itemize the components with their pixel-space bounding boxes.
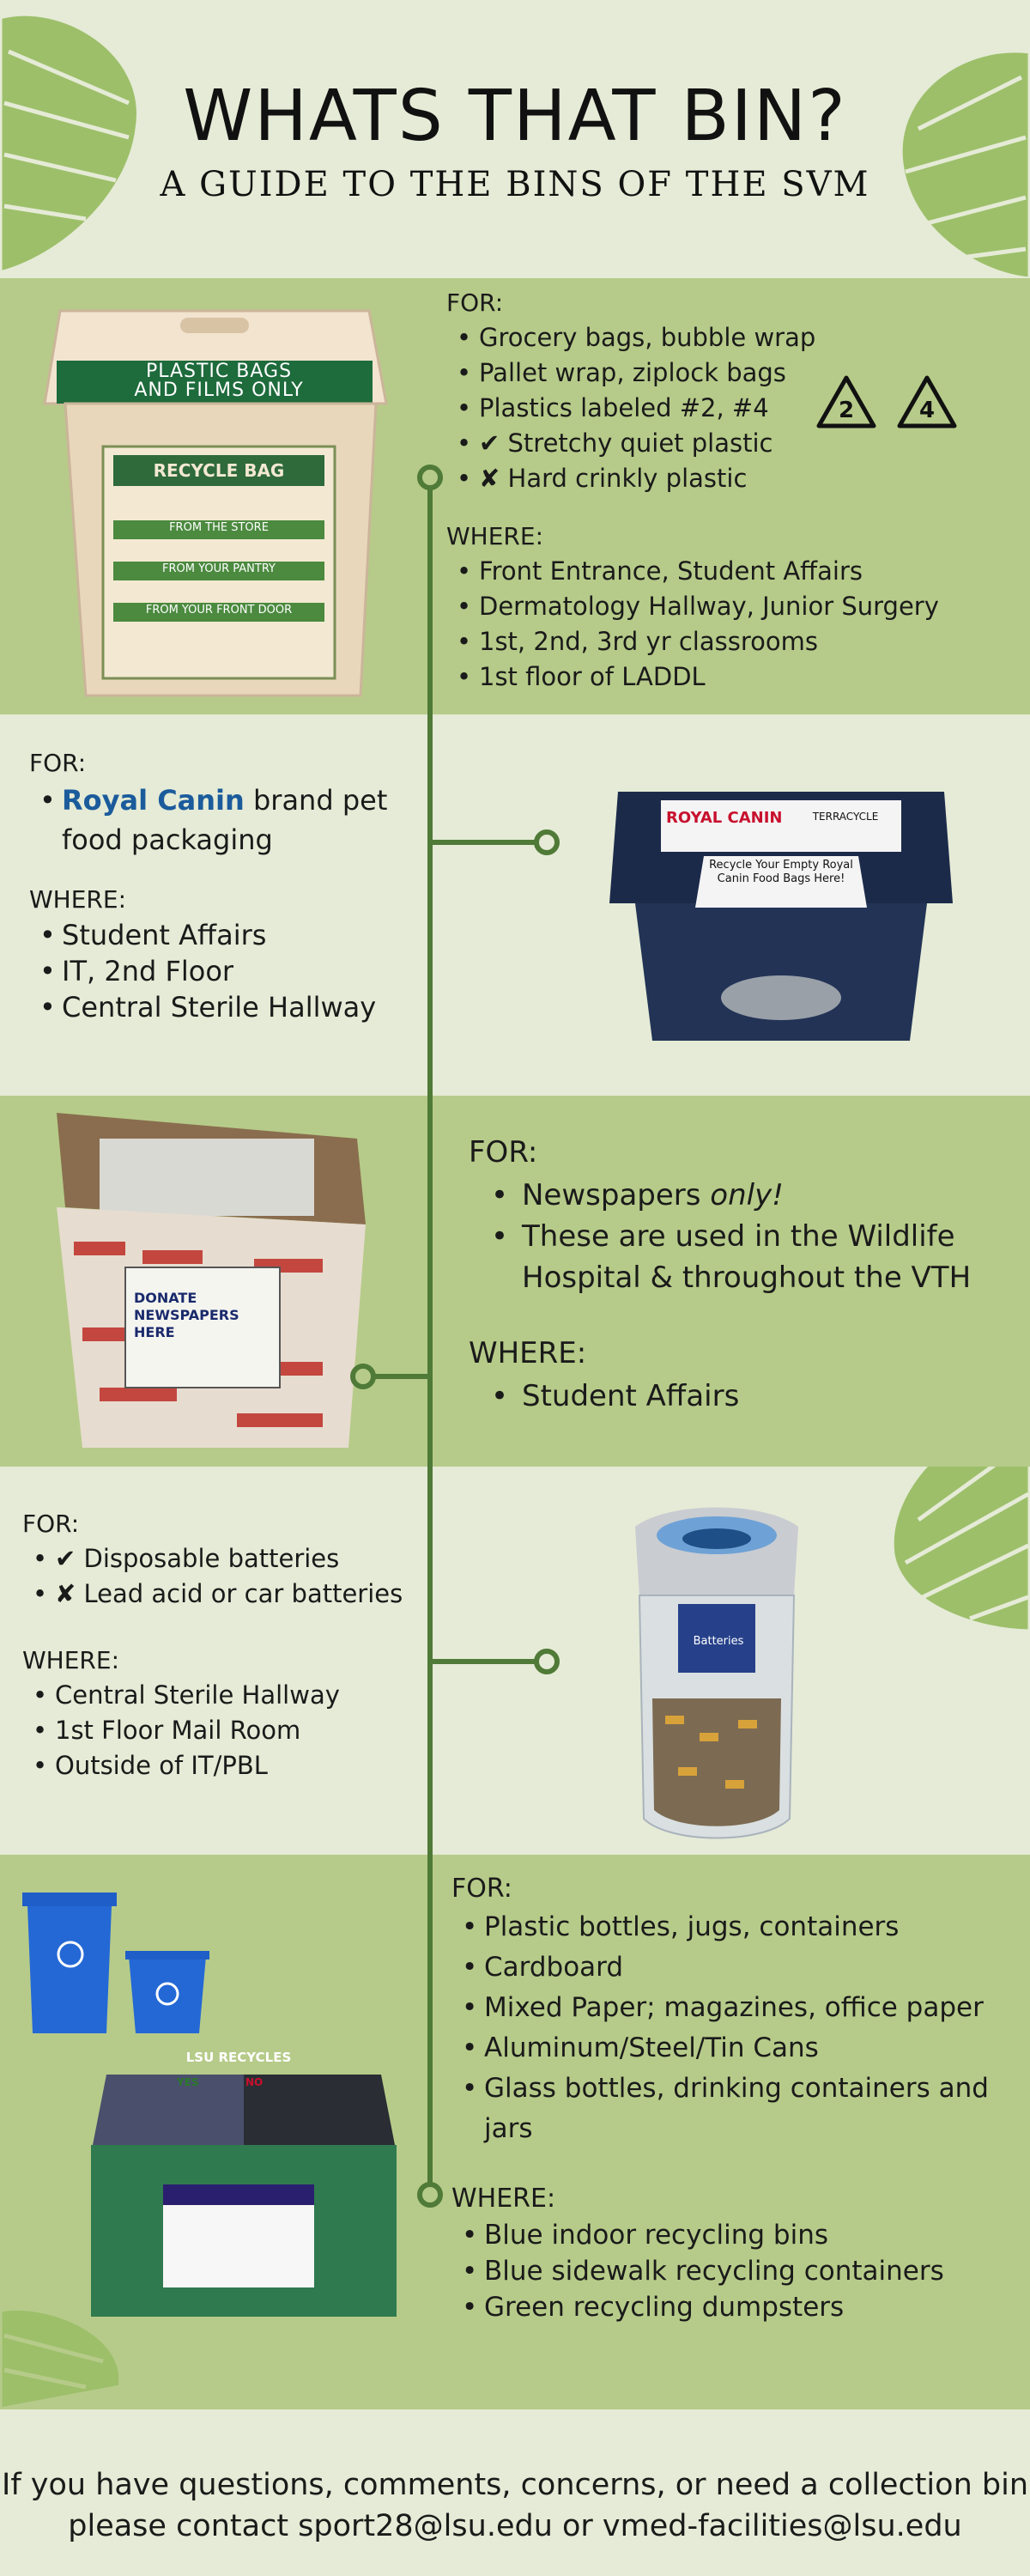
list-item: • IT, 2nd Floor — [29, 953, 415, 989]
monstera-leaf-icon — [0, 2301, 129, 2409]
newspaper-bin-image — [48, 1104, 374, 1458]
info-block — [469, 1135, 1027, 1443]
bin-sign-text — [60, 362, 378, 400]
list-item: • Mixed Paper; magazines, office paper — [451, 1988, 1027, 2028]
list-item — [469, 1175, 1027, 1216]
for-list — [451, 1907, 1027, 2149]
list-item-text: Newspapers — [522, 1178, 711, 1212]
for-label: FOR: — [469, 1135, 538, 1170]
bin-row-label: FROM YOUR PANTRY — [162, 562, 276, 575]
list-item — [29, 781, 415, 860]
bin-banner-text: RECYCLE BAG — [153, 460, 285, 481]
list-item: • Pallet wrap, ziplock bags — [446, 355, 1030, 391]
bin-logo: TERRACYCLE — [812, 811, 879, 823]
bin-sign-line: AND FILMS ONLY — [134, 380, 304, 401]
list-item: • ✔ Stretchy quiet plastic — [446, 426, 1030, 461]
for-label: FOR: — [22, 1510, 80, 1538]
timeline-branch — [433, 1659, 542, 1664]
info-block — [451, 1874, 1027, 2351]
list-item: • Plastics labeled #2, #4 — [446, 391, 1030, 426]
list-item: • 1st floor of LADDL — [446, 659, 1030, 695]
list-item: • ✘ Lead acid or car batteries — [22, 1577, 434, 1612]
list-item-text: brand pet — [244, 784, 388, 817]
page-subtitle: A GUIDE TO THE BINS OF THE SVM — [160, 165, 870, 204]
footer-line: If you have questions, comments, concerns, or need a collection bin — [2, 2468, 1028, 2502]
info-block — [446, 289, 1030, 714]
timeline-node — [417, 465, 443, 490]
list-item: • 1st, 2nd, 3rd yr classrooms — [446, 624, 1030, 659]
list-item: • 1st Floor Mail Room — [22, 1713, 434, 1748]
list-item: • Outside of IT/PBL — [22, 1748, 434, 1783]
for-list — [469, 1175, 1027, 1298]
timeline-node — [350, 1364, 376, 1389]
where-list — [22, 1678, 434, 1783]
list-item: • Green recycling dumpsters — [451, 2289, 1027, 2325]
timeline-branch — [433, 840, 542, 845]
bin-logo: ROYAL CANIN — [666, 809, 783, 827]
list-item: • Central Sterile Hallway — [29, 989, 415, 1025]
monstera-leaf-icon — [876, 1467, 1030, 1640]
dumpster-yes-label: YES — [177, 2076, 199, 2088]
bin-sign-line: PLASTIC BAGS — [145, 361, 293, 382]
list-item: • Plastic bottles, jugs, containers — [451, 1907, 1027, 1947]
bin-row-label: FROM THE STORE — [169, 521, 269, 534]
for-list — [22, 1541, 434, 1612]
dumpster-no-label: NO — [245, 2076, 264, 2088]
where-label: WHERE: — [29, 885, 127, 914]
recycling-bins-image — [17, 1886, 215, 2040]
list-item: • Grocery bags, bubble wrap — [446, 320, 1030, 355]
battery-bin-image — [618, 1501, 815, 1844]
list-item-emphasis: only! — [710, 1178, 784, 1212]
section-general-recycling — [0, 1855, 1030, 2409]
bin-row-label: FROM YOUR FRONT DOOR — [145, 604, 293, 617]
where-list — [469, 1376, 1027, 1417]
recycle-code-2-icon — [815, 374, 877, 431]
dumpster-sign: LSU RECYCLES — [185, 2050, 292, 2065]
list-item: • ✘ Hard crinkly plastic — [446, 461, 1030, 496]
recycle-code-label: 2 — [838, 398, 855, 423]
timeline-node — [534, 829, 560, 855]
for-list — [29, 781, 415, 860]
list-item: • ✔ Disposable batteries — [22, 1541, 434, 1577]
timeline-node — [417, 2182, 443, 2208]
list-item: • Front Entrance, Student Affairs — [446, 554, 1030, 589]
timeline-line — [427, 477, 433, 2195]
bin-label: Batteries — [693, 1635, 744, 1648]
for-label: FOR: — [451, 1874, 512, 1904]
where-list — [29, 917, 415, 1025]
info-block — [29, 749, 415, 1051]
page-title: WHATS THAT BIN? — [183, 76, 847, 157]
list-item: • Dermatology Hallway, Junior Surgery — [446, 589, 1030, 624]
list-item: • These are used in the Wildlife Hospital & throughout the VTH — [469, 1216, 1027, 1298]
brand-name: Royal Canin — [62, 784, 245, 817]
green-dumpster-image — [81, 2066, 407, 2324]
list-item: • Aluminum/Steel/Tin Cans — [451, 2028, 1027, 2069]
where-list — [451, 2217, 1027, 2325]
timeline-branch — [367, 1374, 429, 1379]
recycle-code-label: 4 — [918, 398, 936, 423]
list-item: • Student Affairs — [469, 1376, 1027, 1417]
list-item-text: food packaging — [62, 823, 273, 856]
bin-sign: DONATE NEWSPAPERS HERE — [134, 1290, 239, 1340]
timeline-node — [534, 1649, 560, 1674]
where-list — [446, 554, 1030, 695]
where-label: WHERE: — [22, 1646, 120, 1674]
info-block — [22, 1510, 434, 1809]
where-label: WHERE: — [446, 522, 544, 550]
list-item: • Blue sidewalk recycling containers — [451, 2253, 1027, 2289]
list-item: • Glass bottles, drinking containers and jars — [451, 2069, 1027, 2149]
for-label: FOR: — [29, 749, 87, 777]
header — [0, 0, 1030, 278]
list-item: • Blue indoor recycling bins — [451, 2217, 1027, 2253]
section-royal-canin — [0, 714, 1030, 1096]
section-plastic-bags — [0, 278, 1030, 714]
recycle-code-4-icon — [896, 374, 958, 431]
list-item: • Central Sterile Hallway — [22, 1678, 434, 1713]
section-newspapers — [0, 1096, 1030, 1467]
for-label: FOR: — [446, 289, 504, 317]
footer — [0, 2409, 1030, 2576]
bin-note: Recycle Your Empty Royal Canin Food Bags Here! — [709, 859, 853, 885]
where-label: WHERE: — [451, 2184, 556, 2214]
footer-contact-line: please contact sport28@lsu.edu or vmed-facilities@lsu.edu — [68, 2509, 962, 2543]
list-item: • Student Affairs — [29, 917, 415, 953]
where-label: WHERE: — [469, 1336, 587, 1370]
list-item: • Cardboard — [451, 1947, 1027, 1988]
